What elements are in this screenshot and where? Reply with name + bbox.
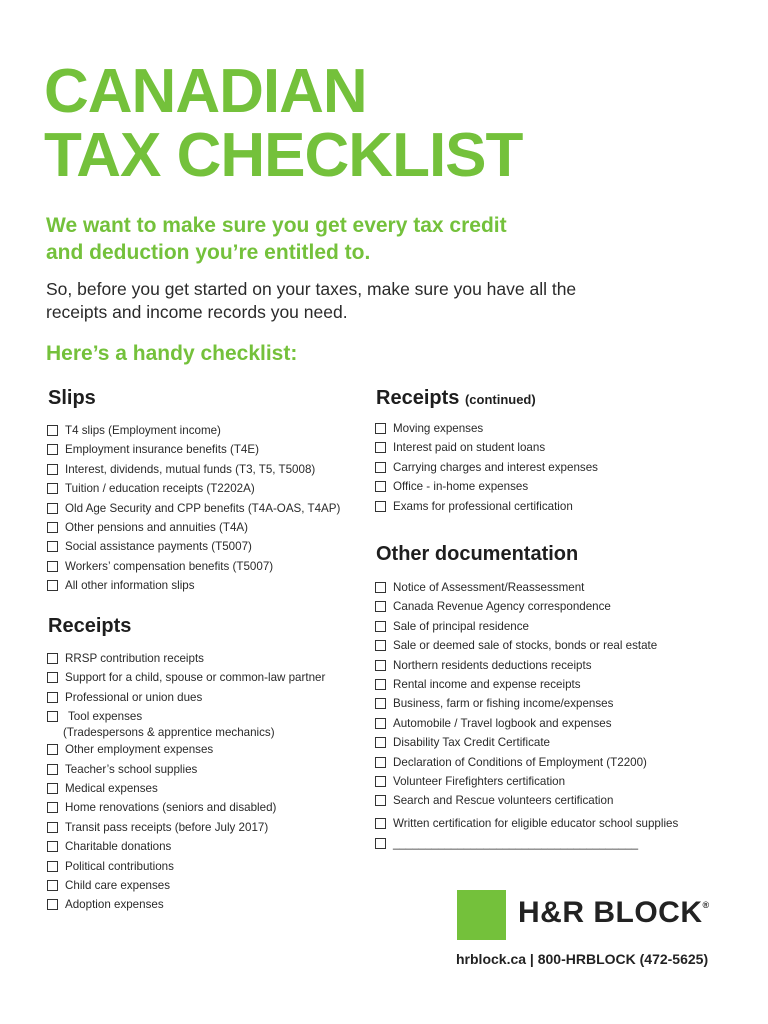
hrblock-logo-square — [457, 890, 506, 940]
checkbox[interactable] — [47, 561, 58, 572]
item-label: Sale or deemed sale of stocks, bonds or real estate — [393, 639, 658, 653]
checkbox[interactable] — [375, 737, 386, 748]
checkbox[interactable] — [47, 580, 58, 591]
item-label: Office - in-home expenses — [393, 480, 529, 494]
checklist-item[interactable] — [374, 816, 678, 835]
item-label: Teacher’s school supplies — [65, 762, 198, 776]
item-label: Disability Tax Credit Certificate — [393, 736, 550, 750]
item-label: Medical expenses — [65, 781, 158, 795]
item-label: Support for a child, spouse or common-law partner — [65, 671, 326, 685]
checklist-item[interactable] — [46, 839, 325, 858]
checkbox[interactable] — [375, 423, 386, 434]
item-label: T4 slips (Employment income) — [65, 424, 221, 437]
checklist-item-blank[interactable] — [374, 836, 678, 855]
checkbox[interactable] — [47, 444, 58, 455]
checklist-item[interactable] — [46, 690, 325, 709]
checkbox[interactable] — [47, 861, 58, 872]
subtitle-line-1: We want to make sure you get every tax credit — [46, 214, 507, 237]
checkbox[interactable] — [47, 841, 58, 852]
checklist-item[interactable] — [46, 670, 325, 689]
checklist-item[interactable] — [46, 520, 340, 539]
checklist-item[interactable] — [46, 709, 325, 742]
checkbox[interactable] — [375, 621, 386, 632]
checkbox[interactable] — [47, 522, 58, 533]
checkbox[interactable] — [47, 653, 58, 664]
other-documentation-heading: Other documentation — [376, 543, 579, 565]
checklist-item[interactable] — [46, 539, 340, 558]
checklist-item[interactable] — [46, 897, 325, 916]
item-label: Charitable donations — [65, 840, 172, 854]
checkbox[interactable] — [375, 838, 386, 849]
item-label: Carrying charges and interest expenses — [393, 460, 598, 474]
checklist-item[interactable] — [46, 820, 325, 839]
item-label: Volunteer Firefighters certification — [393, 774, 566, 788]
checkbox[interactable] — [47, 711, 58, 722]
receipts-continued-title: Receipts — [376, 387, 460, 409]
item-label: Tuition / education receipts (T2202A) — [65, 482, 255, 496]
checklist-item[interactable] — [374, 638, 678, 657]
subtitle — [46, 212, 606, 266]
checklist-item[interactable] — [374, 658, 678, 677]
item-label: Business, farm or fishing income/expenses — [393, 697, 614, 711]
checkbox[interactable] — [375, 757, 386, 768]
item-label: Political contributions — [65, 859, 174, 873]
checklist-item[interactable] — [374, 716, 678, 735]
checklist-item[interactable] — [374, 793, 678, 812]
continued-suffix: (continued) — [464, 392, 536, 407]
checkbox[interactable] — [47, 425, 58, 436]
checklist-item[interactable] — [46, 878, 325, 897]
logo-text: H&R BLOCK — [518, 896, 703, 929]
checkbox[interactable] — [375, 582, 386, 593]
checklist-item[interactable] — [46, 559, 340, 578]
item-label: Written certification for eligible educator school supplies — [393, 816, 679, 830]
item-label: Tool expenses — [68, 710, 143, 724]
item-label: Northern residents deductions receipts — [393, 658, 592, 672]
blank-line: ______________________________________ — [393, 837, 639, 851]
item-label: Professional or union dues — [65, 690, 203, 704]
checkbox[interactable] — [375, 776, 386, 787]
intro-text — [46, 278, 686, 324]
subtitle-line-2: and deduction you’re entitled to. — [46, 241, 371, 264]
item-label: Social assistance payments (T5007) — [65, 540, 252, 554]
intro-line-2: receipts and income records you need. — [46, 302, 348, 322]
checkbox[interactable] — [47, 483, 58, 494]
item-label: Other pensions and annuities (T4A) — [65, 520, 249, 534]
checkbox[interactable] — [47, 822, 58, 833]
checkbox[interactable] — [47, 672, 58, 683]
item-label: RRSP contribution receipts — [65, 652, 204, 665]
checklist-item[interactable] — [46, 762, 325, 781]
checklist-item[interactable] — [374, 774, 678, 793]
item-label: Workers’ compensation benefits (T5007) — [65, 559, 274, 573]
item-label: Interest, dividends, mutual funds (T3, T5, T5008) — [65, 462, 316, 476]
checkbox[interactable] — [47, 899, 58, 910]
checkbox[interactable] — [47, 783, 58, 794]
intro-line-1: So, before you get started on your taxes, make sure you have all the — [46, 279, 577, 299]
checklist-item[interactable] — [374, 440, 598, 459]
checkbox[interactable] — [375, 795, 386, 806]
item-label: Declaration of Conditions of Employment (T2200) — [393, 755, 647, 769]
checkbox[interactable] — [47, 880, 58, 891]
item-label: Adoption expenses — [65, 898, 164, 912]
receipts-continued-heading — [376, 387, 536, 410]
checkbox[interactable] — [375, 462, 386, 473]
checkbox[interactable] — [375, 660, 386, 671]
checklist-item[interactable] — [46, 781, 325, 800]
checklist-item[interactable] — [374, 580, 678, 599]
item-label: All other information slips — [65, 579, 195, 593]
checkbox[interactable] — [47, 503, 58, 514]
checkbox[interactable] — [47, 464, 58, 475]
checkbox[interactable] — [47, 802, 58, 813]
item-label: Canada Revenue Agency correspondence — [393, 600, 611, 614]
checkbox[interactable] — [47, 764, 58, 775]
checkbox[interactable] — [375, 481, 386, 492]
checklist-item[interactable] — [374, 735, 678, 754]
checklist-item[interactable] — [374, 755, 678, 774]
checkbox[interactable] — [47, 541, 58, 552]
page-title — [44, 57, 523, 190]
checklist-item[interactable] — [46, 651, 325, 670]
item-label: Sale of principal residence — [393, 619, 529, 633]
checklist-item[interactable] — [374, 421, 598, 440]
item-label: Rental income and expense receipts — [393, 677, 581, 691]
checklist-item[interactable] — [46, 578, 340, 597]
checklist-item[interactable] — [46, 859, 325, 878]
receipts-continued-list — [374, 421, 598, 518]
checkbox[interactable] — [375, 601, 386, 612]
checklist-item[interactable] — [46, 800, 325, 819]
checkbox[interactable] — [47, 692, 58, 703]
other-documentation-list — [374, 580, 678, 855]
checkbox[interactable] — [375, 818, 386, 829]
item-note: (Tradespersons & apprentice mechanics) — [63, 726, 275, 740]
checkbox[interactable] — [375, 698, 386, 709]
handy-checklist-heading: Here’s a handy checklist: — [46, 342, 298, 365]
checklist-item[interactable] — [374, 619, 678, 638]
item-label: Home renovations (seniors and disabled) — [65, 801, 277, 815]
receipts-list — [46, 651, 325, 917]
title-line-2: TAX CHECKLIST — [44, 121, 523, 190]
item-label: Automobile / Travel logbook and expenses — [393, 716, 612, 730]
contact-info: hrblock.ca | 800-HRBLOCK (472-5625) — [456, 951, 709, 967]
title-line-1: CANADIAN — [44, 57, 367, 126]
item-label: Exams for professional certification — [393, 499, 573, 513]
checklist-item[interactable] — [46, 423, 340, 442]
slips-list — [46, 423, 340, 598]
item-label: Moving expenses — [393, 422, 484, 435]
checklist-item[interactable] — [374, 499, 598, 518]
checklist-item[interactable] — [46, 481, 340, 500]
checklist-item[interactable] — [374, 460, 598, 479]
item-label: Other employment expenses — [65, 743, 214, 757]
checkbox[interactable] — [375, 640, 386, 651]
checklist-item[interactable] — [374, 677, 678, 696]
checkbox[interactable] — [47, 744, 58, 755]
receipts-heading: Receipts — [48, 615, 132, 637]
item-label: Transit pass receipts (before July 2017) — [65, 820, 269, 834]
checklist-item[interactable] — [46, 742, 325, 761]
checklist-item[interactable] — [46, 501, 340, 520]
checkbox[interactable] — [375, 718, 386, 729]
item-label: Notice of Assessment/Reassessment — [393, 581, 585, 594]
item-label: Search and Rescue volunteers certification — [393, 794, 614, 808]
item-label: Interest paid on student loans — [393, 441, 546, 455]
checkbox[interactable] — [375, 679, 386, 690]
checklist-item[interactable] — [374, 479, 598, 498]
item-label: Old Age Security and CPP benefits (T4A-OAS, T4AP) — [65, 501, 341, 515]
hrblock-logo — [518, 896, 710, 930]
registered-mark: ® — [702, 900, 710, 910]
checklist-item[interactable] — [46, 442, 340, 461]
checklist-item[interactable] — [374, 696, 678, 715]
checklist-item[interactable] — [374, 599, 678, 618]
item-label: Employment insurance benefits (T4E) — [65, 443, 259, 457]
checkbox[interactable] — [375, 442, 386, 453]
checkbox[interactable] — [375, 501, 386, 512]
slips-heading: Slips — [48, 387, 96, 409]
item-label: Child care expenses — [65, 878, 171, 892]
checklist-item[interactable] — [46, 462, 340, 481]
